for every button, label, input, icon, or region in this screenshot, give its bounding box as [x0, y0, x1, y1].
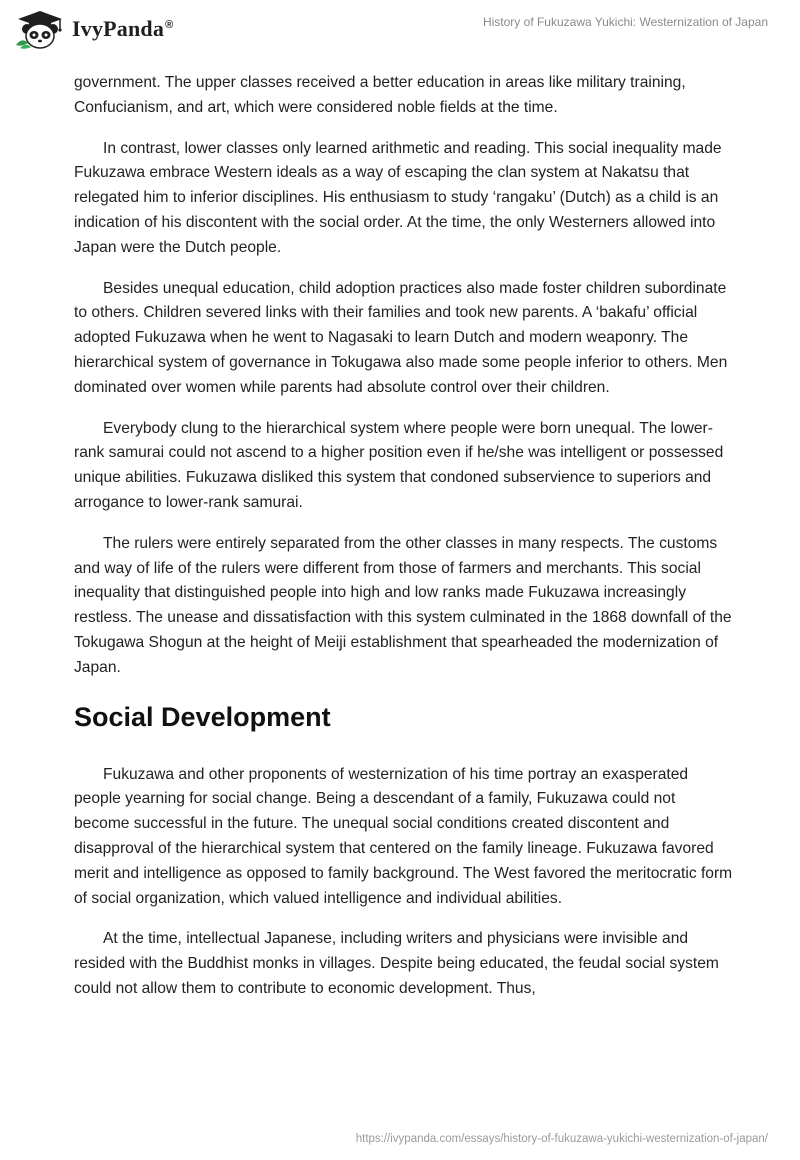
document-title: History of Fukuzawa Yukichi: Westernization of Japan [482, 15, 768, 29]
registered-mark: ® [165, 18, 174, 31]
paragraph: government. The upper classes received a better education in areas like military training, Confucianism, and art, which were considered noble fields at the time. [74, 74, 686, 116]
paragraph: Everybody clung to the hierarchical system where people were born unequal. The lower-rank samurai could not ascend to a higher position even if he/she was intelligent or possessed unique abilities. Fukuzawa disliked this system that condoned subservience to superiors and arrogance to lower-rank samurai. [74, 419, 724, 511]
brand-name: IvyPanda® [72, 16, 174, 41]
article-body [74, 71, 734, 1018]
section-heading: Social Development [74, 701, 331, 732]
paragraph: Fukuzawa and other proponents of westernization of his time portray an exasperated people yearning for social change. Being a descendant of a family, Fukuzawa could not become successful in the future. The unequal social conditions created discontent and disapproval of the hierarchical system that centered on the family lineage. Fukuzawa favored merit and intelligence as opposed to family background. The West favored the meritocratic form of social organization, which valued intelligence and individual abilities. [74, 765, 733, 907]
paragraph: Besides unequal education, child adoption practices also made foster children subordinate to others. Children severed links with their families and took new parents. A ‘bakafu’ official adopted Fukuzawa when he went to Nagasaki to learn Dutch and modern weaponry. The hierarchical system of governance in Tokugawa also made some people inferior to others. Men dominated over women while parents had absolute control over their children. [74, 279, 728, 396]
ivypanda-logo[interactable] [14, 9, 173, 49]
panda-graduate-icon [14, 9, 66, 49]
paragraph: The rulers were entirely separated from the other classes in many respects. The customs and way of life of the rulers were different from those of farmers and merchants. This social inequality that distinguished people into high and low ranks made Fukuzawa increasingly restless. The unease and dissatisfaction with this system culminated in the 1868 downfall of the Tokugawa Shogun at the height of Meiji establishment that spearheaded the modernization of Japan. [74, 534, 732, 676]
paragraph: In contrast, lower classes only learned arithmetic and reading. This social inequality made Fukuzawa embrace Western ideals as a way of escaping the clan system at Nakatsu that relegated him to inferior disciplines. His enthusiasm to study ‘rangaku’ (Dutch) as a child is an indication of his discontent with the social order. At the time, the only Westerners allowed into Japan were the Dutch people. [74, 139, 722, 256]
source-url[interactable]: https://ivypanda.com/essays/history-of-fukuzawa-yukichi-westernization-of-japan/ [355, 1133, 768, 1145]
page-header [0, 0, 800, 60]
paragraph: At the time, intellectual Japanese, including writers and physicians were invisible and resided with the Buddhist monks in villages. Despite being educated, the feudal social system could not allow them to contribute to economic development. Thus, [74, 930, 719, 997]
